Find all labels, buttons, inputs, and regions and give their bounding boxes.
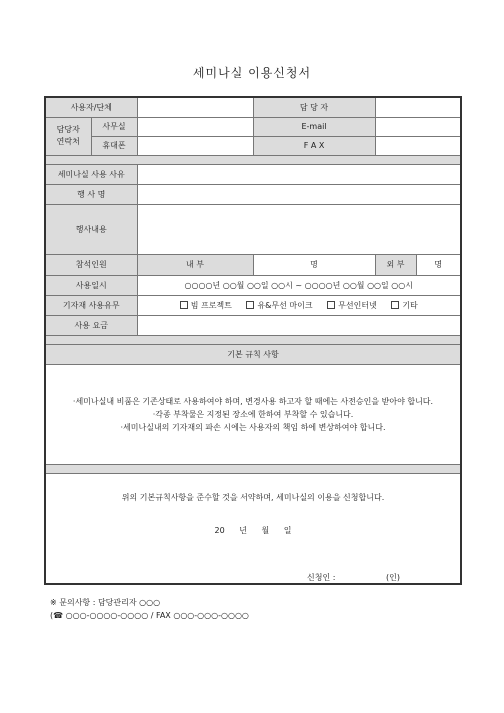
use-datetime-field[interactable]: ○○○○년 ○○월 ○○일 ○○시 ~ ○○○○년 ○○월 ○○일 ○○시 bbox=[137, 275, 461, 295]
equip-option-label: 빔 프로젝트 bbox=[190, 300, 232, 310]
internal-label-text: 내 부 bbox=[186, 260, 204, 269]
mobile-label: 휴대폰 bbox=[91, 136, 137, 155]
equip-option-label: 유&무선 마이크 bbox=[257, 300, 313, 310]
external-label: 외 부 bbox=[376, 255, 417, 275]
manager-field[interactable] bbox=[375, 97, 461, 117]
event-name-label: 행 사 명 bbox=[45, 184, 137, 204]
email-label: E-mail bbox=[253, 117, 375, 136]
internal-count-field[interactable] bbox=[253, 254, 375, 275]
attendees-label: 참석인원 bbox=[45, 254, 137, 275]
section-gap bbox=[45, 335, 461, 344]
office-label: 사무실 bbox=[91, 117, 137, 136]
page-title: 세미나실 이용신청서 bbox=[192, 66, 312, 80]
rule-item: ·각종 부착물은 지정된 장소에 한하여 부착할 수 있습니다. bbox=[152, 409, 354, 419]
equip-option-other[interactable] bbox=[391, 300, 417, 311]
office-field[interactable] bbox=[137, 117, 253, 136]
rules-header: 기본 규칙 사항 bbox=[45, 344, 461, 364]
manager-label: 담 당 자 bbox=[253, 97, 375, 117]
internal-unit: 명 bbox=[310, 260, 318, 269]
equip-option-mic[interactable] bbox=[246, 300, 312, 311]
email-field[interactable] bbox=[375, 117, 461, 136]
inquiry-note: ※ 문의사항 : 담당관리자 ○○○ bbox=[50, 598, 161, 607]
fax-field[interactable] bbox=[375, 136, 461, 155]
internal-label bbox=[137, 254, 253, 275]
section-gap bbox=[45, 464, 461, 473]
contact-label bbox=[45, 117, 91, 155]
equipment-options bbox=[137, 295, 461, 315]
pledge-section bbox=[45, 473, 461, 584]
use-datetime-label: 사용일시 bbox=[45, 275, 137, 295]
equip-option-wifi[interactable] bbox=[327, 300, 377, 311]
user-group-field[interactable] bbox=[137, 97, 253, 117]
rule-item: ·세미나실내의 기자재의 파손 시에는 사용자의 책임 하에 변상하여야 합니다. bbox=[120, 422, 386, 432]
rule-item: ·세미나실내 비품은 기존상태로 사용하여야 하며, 변경사용 하고자 할 때에는 사전승인을 받아야 합니다. bbox=[72, 396, 434, 406]
checkbox-icon bbox=[391, 301, 399, 309]
fee-field[interactable] bbox=[137, 315, 461, 335]
inquiry-phone: (☎ ○○○-○○○○-○○○○ / FAX ○○○-○○○-○○○○ bbox=[50, 611, 249, 620]
seal-mark: (인) bbox=[386, 572, 401, 582]
applicant-label: 신청인 : bbox=[307, 572, 336, 582]
reason-field[interactable] bbox=[137, 164, 461, 184]
equipment-label: 기자재 사용유무 bbox=[45, 295, 137, 315]
applicant-line bbox=[50, 572, 456, 583]
contact-label-text: 담당자 연락처 bbox=[56, 125, 80, 146]
application-form bbox=[44, 96, 462, 585]
user-group-label: 사용자/단체 bbox=[45, 97, 137, 117]
checkbox-icon bbox=[180, 301, 188, 309]
equip-option-label: 기타 bbox=[402, 300, 418, 310]
fee-label: 사용 요금 bbox=[45, 315, 137, 335]
event-content-field[interactable] bbox=[137, 204, 461, 254]
mobile-field[interactable] bbox=[137, 136, 253, 155]
fax-label: F A X bbox=[253, 136, 375, 155]
application-date: 20 년 월 일 bbox=[214, 525, 292, 535]
external-unit: 명 bbox=[434, 260, 443, 269]
external-count-field[interactable] bbox=[417, 255, 461, 275]
rules-list bbox=[45, 364, 461, 464]
event-content-label: 행사내용 bbox=[45, 204, 137, 254]
external-cell bbox=[375, 254, 461, 275]
pledge-text: 위의 기본규칙사항을 준수할 것을 서약하며, 세미나실의 이용을 신청합니다. bbox=[121, 492, 385, 502]
section-gap bbox=[45, 155, 461, 164]
event-name-field[interactable] bbox=[137, 184, 461, 204]
equip-option-projector[interactable] bbox=[180, 300, 232, 311]
checkbox-icon bbox=[327, 301, 335, 309]
reason-label: 세미나실 사용 사유 bbox=[45, 164, 137, 184]
checkbox-icon bbox=[246, 301, 254, 309]
equip-option-label: 무선인터넷 bbox=[338, 300, 377, 310]
